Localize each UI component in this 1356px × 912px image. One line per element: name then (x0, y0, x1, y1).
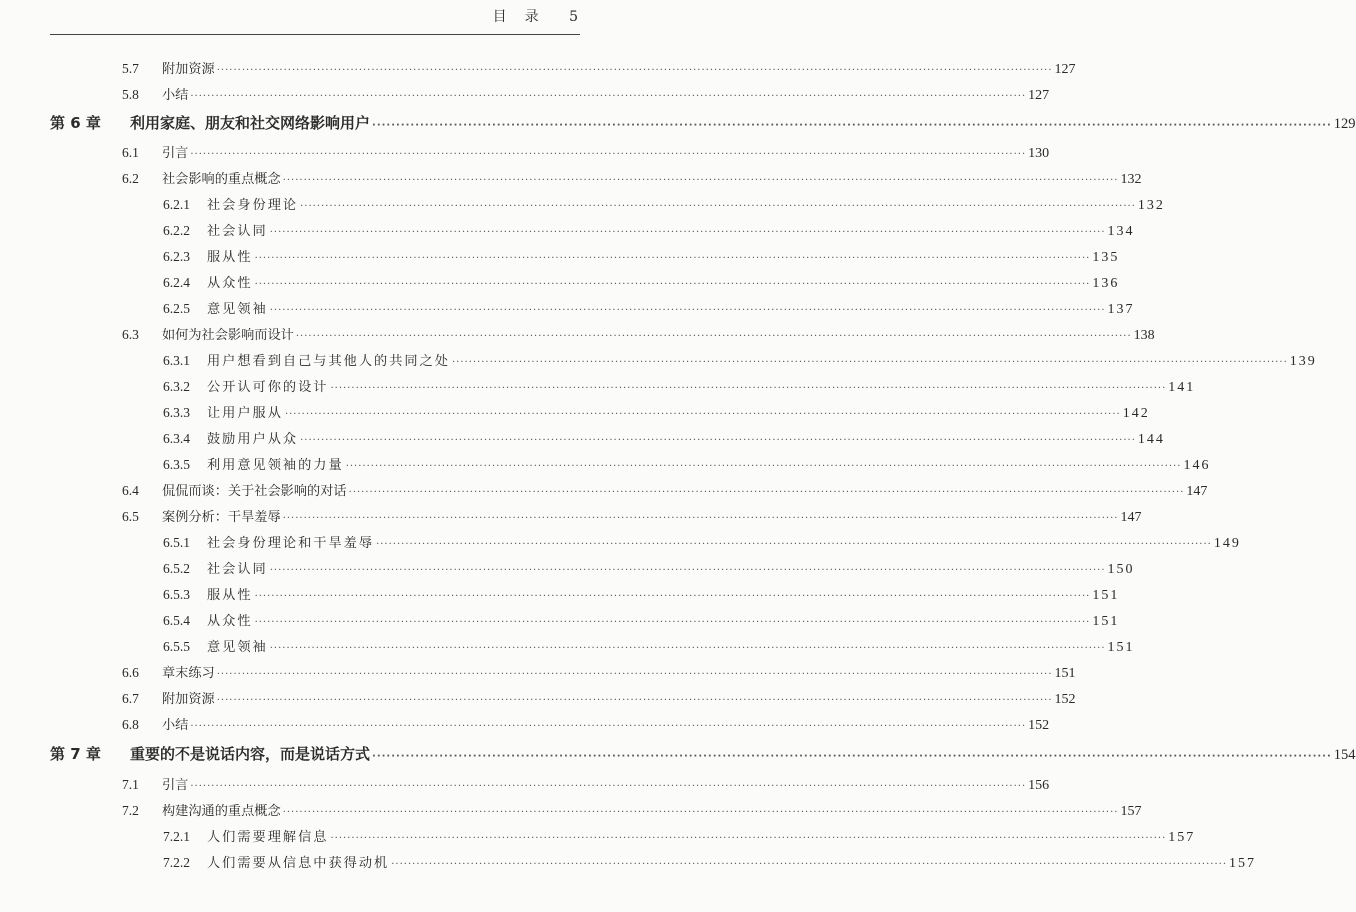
entry-page-number: 138 (1133, 328, 1155, 343)
entry-title: 意见领袖 (207, 302, 268, 317)
entry-number: 6.6 (122, 665, 139, 680)
entry-title: 案例分析：干旱羞辱 (162, 510, 281, 525)
subsection-entry (163, 376, 1196, 396)
entry-number: 6.2.3 (163, 249, 190, 264)
header-rule (50, 34, 580, 35)
entry-title: 社会影响的重点概念 (162, 172, 281, 187)
dot-leader: ········································································································································································································ (282, 175, 1119, 186)
section-entry (122, 774, 1050, 794)
entry-title: 人们需要从信息中获得动机 (207, 856, 390, 871)
subsection-entry (163, 584, 1120, 604)
entry-title: 公开认可你的设计 (207, 380, 329, 395)
entry-page-number: 127 (1028, 88, 1050, 103)
dot-leader: ········································································································································································································ (190, 781, 1027, 792)
running-head-page-number: 5 (569, 9, 580, 25)
entry-page-number: 147 (1120, 510, 1142, 525)
dot-leader: ········································································································································································································ (269, 643, 1106, 654)
entry-title: 服从性 (207, 250, 253, 265)
dot-leader: ········································································································································································································ (372, 751, 1332, 762)
entry-page-number: 151 (1092, 614, 1120, 629)
entry-number: 6.4 (122, 483, 139, 498)
dot-leader: ········································································································································································································ (269, 565, 1106, 576)
entry-number: 第 7 章 (50, 745, 101, 763)
entry-number: 6.3.5 (163, 457, 190, 472)
entry-page-number: 154 (1333, 747, 1356, 763)
entry-page-number: 132 (1137, 198, 1165, 213)
entry-title: 侃侃而谈：关于社会影响的对话 (162, 484, 347, 499)
entry-title: 用户想看到自己与其他人的共同之处 (207, 354, 450, 369)
entry-title: 社会认同 (207, 224, 268, 239)
subsection-entry (163, 272, 1120, 292)
subsection-entry (163, 454, 1211, 474)
subsection-entry (163, 220, 1135, 240)
entry-title: 利用意见领袖的力量 (207, 458, 344, 473)
dot-leader: ········································································································································································································ (190, 721, 1027, 732)
dot-leader: ········································································································································································································ (300, 201, 1136, 212)
entry-number: 7.2 (122, 803, 139, 818)
entry-title: 引言 (162, 146, 189, 161)
entry-page-number: 137 (1107, 302, 1135, 317)
entry-number: 6.2.2 (163, 223, 190, 238)
dot-leader: ········································································································································································································ (269, 227, 1106, 238)
entry-page-number: 157 (1168, 830, 1196, 845)
entry-title: 构建沟通的重点概念 (162, 804, 281, 819)
entry-page-number: 152 (1028, 718, 1050, 733)
dot-leader: ········································································································································································································ (348, 487, 1185, 498)
entry-number: 6.2.1 (163, 197, 190, 212)
dot-leader: ········································································································································································································ (330, 833, 1167, 844)
subsection-entry (163, 350, 1317, 370)
dot-leader: ········································································································································································································ (284, 409, 1121, 420)
entry-number: 6.2.5 (163, 301, 190, 316)
dot-leader: ········································································································································································································ (282, 807, 1119, 818)
section-entry (122, 480, 1208, 500)
dot-leader: ········································································································································································································ (216, 65, 1053, 76)
entry-number: 6.5.2 (163, 561, 190, 576)
entry-number: 6.3.4 (163, 431, 190, 446)
entry-number: 6.2 (122, 171, 139, 186)
subsection-entry (163, 246, 1120, 266)
entry-number: 6.1 (122, 145, 139, 160)
entry-title: 人们需要理解信息 (207, 830, 329, 845)
entry-title: 社会认同 (207, 562, 268, 577)
dot-leader: ········································································································································································································ (254, 591, 1091, 602)
entry-page-number: 132 (1120, 172, 1142, 187)
subsection-entry (163, 428, 1165, 448)
entry-page-number: 149 (1213, 536, 1241, 551)
dot-leader: ········································································································································································································ (300, 435, 1136, 446)
entry-number: 5.8 (122, 87, 139, 102)
entry-number: 6.5.3 (163, 587, 190, 602)
chapter-entry (50, 112, 1356, 133)
section-entry (122, 168, 1142, 188)
entry-number: 6.5.5 (163, 639, 190, 654)
entry-number: 6.8 (122, 717, 139, 732)
entry-page-number: 136 (1092, 276, 1120, 291)
entry-title: 让用户服从 (207, 406, 283, 421)
dot-leader: ········································································································································································································ (216, 695, 1053, 706)
dot-leader: ········································································································································································································ (345, 461, 1182, 472)
entry-page-number: 127 (1054, 62, 1076, 77)
entry-title: 服从性 (207, 588, 253, 603)
subsection-entry (163, 558, 1135, 578)
entry-number: 6.5.4 (163, 613, 190, 628)
section-entry (122, 324, 1155, 344)
entry-number: 6.3 (122, 327, 139, 342)
entry-number: 5.7 (122, 61, 139, 76)
entry-page-number: 144 (1137, 432, 1165, 447)
entry-title: 利用家庭、朋友和社交网络影响用户 (130, 114, 371, 132)
entry-page-number: 130 (1028, 146, 1050, 161)
entry-number: 第 6 章 (50, 114, 101, 132)
entry-page-number: 152 (1054, 692, 1076, 707)
entry-page-number: 139 (1289, 354, 1317, 369)
entry-page-number: 157 (1120, 804, 1142, 819)
dot-leader: ········································································································································································································ (190, 91, 1027, 102)
entry-page-number: 134 (1107, 224, 1135, 239)
running-head (0, 6, 580, 26)
entry-page-number: 151 (1107, 640, 1135, 655)
subsection-entry (163, 636, 1135, 656)
dot-leader: ········································································································································································································ (190, 149, 1027, 160)
running-head-title: 目 录 (492, 9, 541, 25)
entry-page-number: 150 (1107, 562, 1135, 577)
subsection-entry (163, 532, 1241, 552)
section-entry (122, 662, 1076, 682)
entry-title: 从众性 (207, 614, 253, 629)
entry-title: 附加资源 (162, 62, 215, 77)
entry-number: 6.3.2 (163, 379, 190, 394)
dot-leader: ········································································································································································································ (254, 253, 1091, 264)
entry-page-number: 129 (1333, 116, 1356, 132)
dot-leader: ········································································································································································································ (295, 331, 1132, 342)
subsection-entry (163, 298, 1135, 318)
section-entry (122, 58, 1076, 78)
subsection-entry (163, 194, 1165, 214)
section-entry (122, 800, 1142, 820)
entry-number: 6.3.1 (163, 353, 190, 368)
dot-leader: ········································································································································································································ (254, 279, 1091, 290)
entry-title: 意见领袖 (207, 640, 268, 655)
dot-leader: ········································································································································································································ (452, 357, 1288, 368)
entry-page-number: 151 (1054, 666, 1076, 681)
dot-leader: ········································································································································································································ (376, 539, 1212, 550)
subsection-entry (163, 826, 1196, 846)
entry-number: 7.1 (122, 777, 139, 792)
entry-title: 如何为社会影响而设计 (162, 328, 294, 343)
entry-title: 小结 (162, 88, 189, 103)
section-entry (122, 688, 1076, 708)
entry-title: 附加资源 (162, 692, 215, 707)
dot-leader: ········································································································································································································ (372, 120, 1332, 131)
entry-number: 6.3.3 (163, 405, 190, 420)
section-entry (122, 84, 1050, 104)
entry-page-number: 157 (1229, 856, 1256, 871)
entry-number: 6.7 (122, 691, 139, 706)
section-entry (122, 714, 1050, 734)
entry-number: 7.2.2 (163, 855, 190, 870)
entry-title: 鼓励用户从众 (207, 432, 299, 447)
entry-title: 从众性 (207, 276, 253, 291)
dot-leader: ········································································································································································································ (330, 383, 1167, 394)
entry-number: 6.5 (122, 509, 139, 524)
subsection-entry (163, 852, 1256, 872)
dot-leader: ········································································································································································································ (216, 669, 1053, 680)
subsection-entry (163, 610, 1120, 630)
entry-title: 重要的不是说话内容，而是说话方式 (130, 745, 371, 763)
entry-number: 6.2.4 (163, 275, 190, 290)
entry-title: 章末练习 (162, 666, 215, 681)
entry-page-number: 135 (1092, 250, 1120, 265)
subsection-entry (163, 402, 1150, 422)
entry-title: 社会身份理论 (207, 198, 299, 213)
entry-number: 6.5.1 (163, 535, 190, 550)
dot-leader: ········································································································································································································ (269, 305, 1106, 316)
dot-leader: ········································································································································································································ (282, 513, 1119, 524)
entry-page-number: 156 (1028, 778, 1050, 793)
chapter-entry (50, 743, 1356, 764)
entry-page-number: 146 (1183, 458, 1211, 473)
entry-page-number: 151 (1092, 588, 1120, 603)
entry-title: 小结 (162, 718, 189, 733)
entry-page-number: 147 (1186, 484, 1208, 499)
section-entry (122, 506, 1142, 526)
entry-page-number: 142 (1122, 406, 1150, 421)
section-entry (122, 142, 1050, 162)
entry-page-number: 141 (1168, 380, 1196, 395)
entry-title: 引言 (162, 778, 189, 793)
dot-leader: ········································································································································································································ (391, 859, 1227, 870)
dot-leader: ········································································································································································································ (254, 617, 1091, 628)
entry-number: 7.2.1 (163, 829, 190, 844)
entry-title: 社会身份理论和干旱羞辱 (207, 536, 375, 551)
